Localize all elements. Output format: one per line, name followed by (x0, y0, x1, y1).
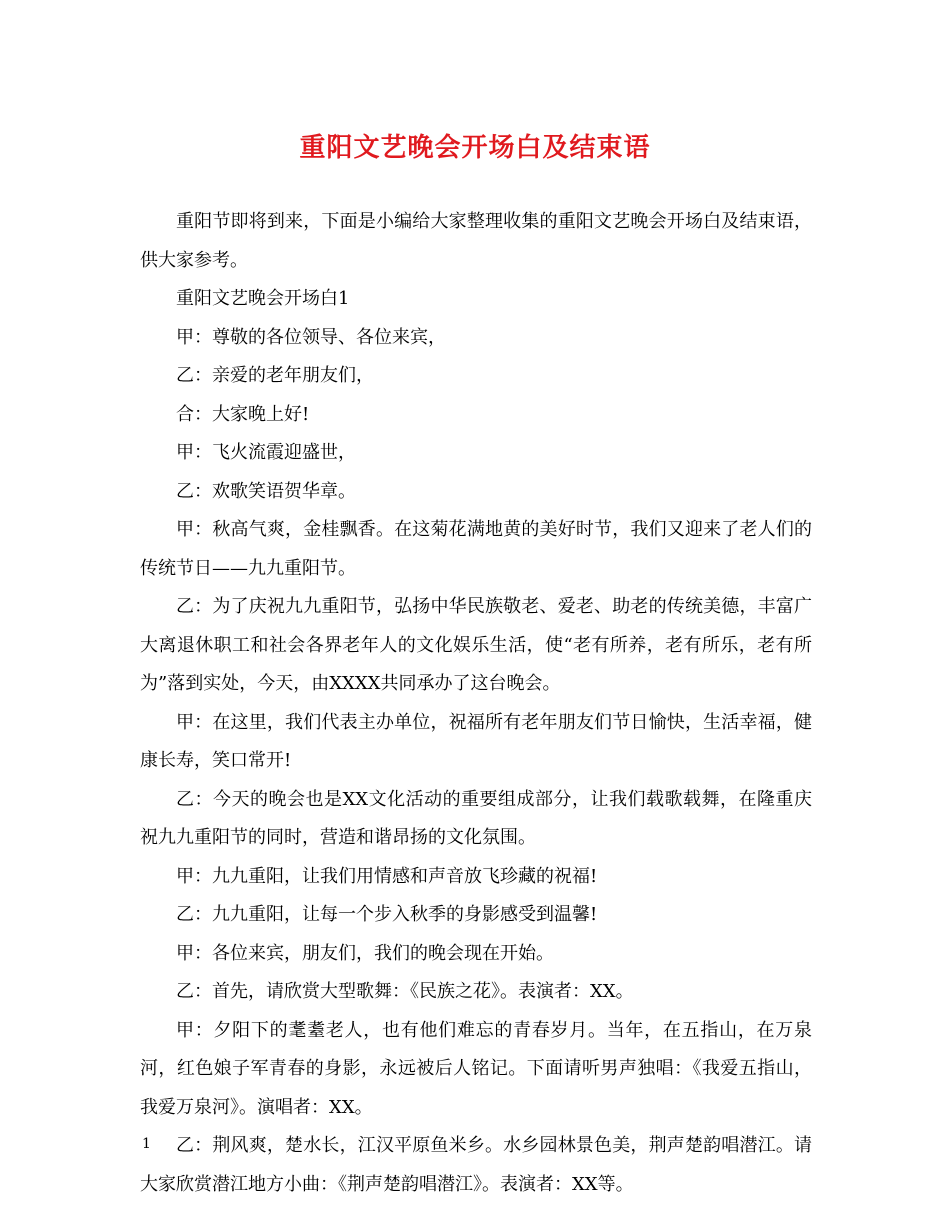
paragraph: 乙：为了庆祝九九重阳节，弘扬中华民族敬老、爱老、助老的传统美德，丰富广大离退休职工和社会各界老年人的文化娱乐生活，使“老有所养，老有所乐，老有所为”落到实处，今天，由XXXX共同承办了这台晚会。 (140, 596, 812, 694)
paragraph: 乙：今天的晚会也是XX文化活动的重要组成部分，让我们载歌载舞，在隆重庆祝九九重阳节的同时，营造和谐昂扬的文化氛围。 (140, 788, 812, 848)
paragraph: 甲：九九重阳，让我们用情感和声音放飞珍藏的祝福! (176, 865, 598, 887)
paragraph: 甲：飞火流霞迎盛世， (176, 442, 356, 463)
paragraph: 乙：亲爱的老年朋友们， (176, 365, 374, 386)
paragraph: 甲：各位来宾，朋友们，我们的晚会现在开始。 (176, 942, 554, 964)
page-title: 重阳文艺晚会开场白及结束语 (299, 133, 651, 163)
paragraph: 乙：九九重阳，让每一个步入秋季的身影感受到温馨! (176, 904, 598, 925)
paragraph: 甲：在这里，我们代表主办单位，祝福所有老年朋友们节日愉快，生活幸福，健康长寿，笑口常开! (140, 711, 812, 771)
paragraph: 重阳节即将到来，下面是小编给大家整理收集的重阳文艺晚会开场白及结束语，供大家参考。 (140, 211, 812, 271)
paragraph: 合：大家晚上好! (176, 403, 310, 425)
paragraph: 乙：欢歌笑语贺华章。 (176, 480, 356, 502)
paragraph: 乙：荆风爽，楚水长，江汉平原鱼米乡。水乡园林景色美，荆声楚韵唱潜江。请大家欣赏潜江地方小曲：《荆声楚韵唱潜江》。表演者：XX等。 (140, 1135, 812, 1195)
paragraph: 甲：秋高气爽，金桂飘香。在这菊花满地黄的美好时节，我们又迎来了老人们的传统节日——九九重阳节。 (140, 519, 812, 579)
document-body (140, 203, 812, 1204)
paragraph: 甲：尊敬的各位领导、各位来宾， (176, 326, 446, 348)
page-number: 1 (142, 1136, 151, 1152)
paragraph: 重阳文艺晚会开场白1 (176, 288, 350, 309)
paragraph: 乙：首先，请欣赏大型歌舞：《民族之花》。表演者：XX。 (176, 981, 634, 1002)
paragraph: 甲：夕阳下的耄耋老人，也有他们难忘的青春岁月。当年，在五指山，在万泉河，红色娘子军青春的身影，永远被后人铭记。下面请听男声独唱：《我爱五指山，我爱万泉河》。演唱者：XX。 (140, 1019, 812, 1118)
